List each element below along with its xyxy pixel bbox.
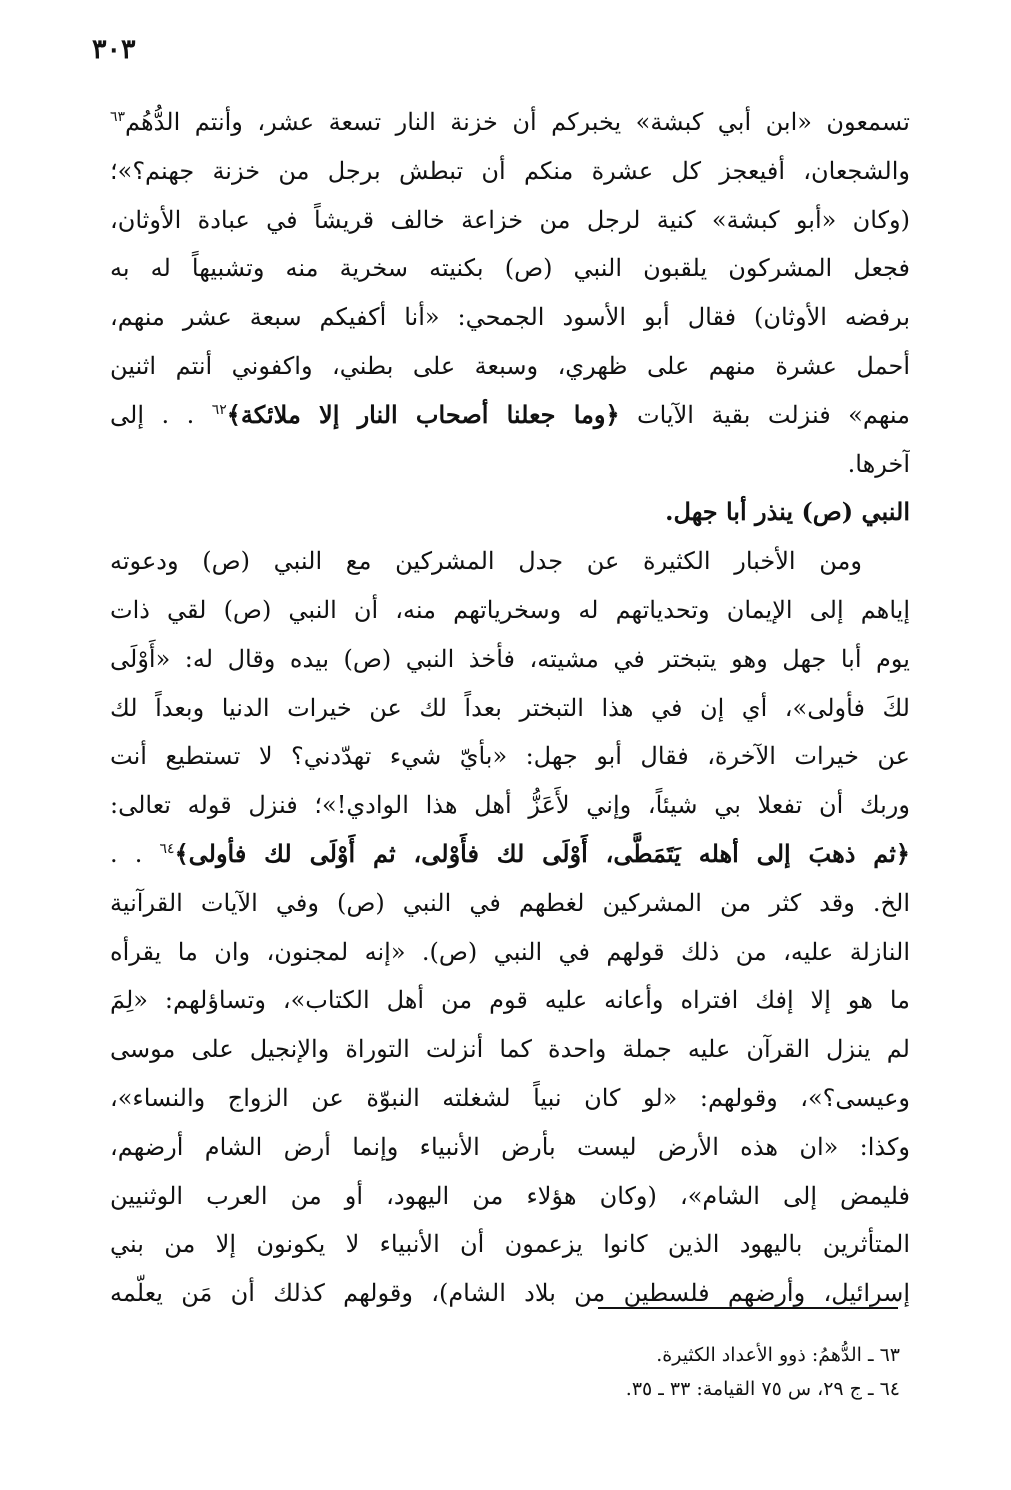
page-number: ٣٠٣ bbox=[92, 34, 136, 65]
quran-quote-2: ﴿ثم ذهبَ إلى أهله يَتَمَطَّى، أَوْلَى لك فأَوْلى، ثم أَوْلَى لك فأولى﴾ bbox=[174, 838, 910, 868]
text-line-19: وعيسى؟»، وقولهم: «لو كان نبياً لشغلته النبوّة عن الزواج والنساء»، bbox=[110, 1083, 910, 1112]
text-line-11: يوم أبا جهل وهو يتبختر في مشيته، فأخذ النبي (ص) بيده وقال له: «أَوْلَى bbox=[110, 644, 910, 673]
main-text bbox=[110, 98, 910, 1318]
text-line-6: أحمل عشرة منهم على ظهري، وسبعة على بطني، واكفوني أنتم اثنين bbox=[110, 351, 910, 380]
text-line-5: برفضه الأوثان) فقال أبو الأسود الجمحي: «أنا أكفيكم سبعة عشر منهم، bbox=[110, 303, 910, 332]
section-heading: النبي (ص) ينذر أبا جهل. bbox=[665, 497, 910, 527]
text-line-12: لكَ فأولى»، أي إن في هذا التبختر بعداً لك عن خيرات الدنيا وبعداً لك bbox=[110, 693, 910, 722]
quran-quote-1: ﴿وما جعلنا أصحاب النار إلا ملائكة﴾ bbox=[226, 399, 620, 429]
text-line-23: إسرائيل، وأرضهم فلسطين من بلاد الشام)، وقولهم كذلك أن مَن يعلّمه bbox=[110, 1279, 910, 1308]
footnote-64: ٦٤ ـ ج ٢٩، س ٧٥ القيامة: ٣٣ ـ ٣٥. bbox=[625, 1378, 900, 1400]
text-line-9: ومن الأخبار الكثيرة عن جدل المشركين مع النبي (ص) ودعوته bbox=[110, 547, 862, 576]
text-line-1: تسمعون «ابن أبي كبشة» يخبركم أن خزنة النار تسعة عشر، وأنتم الدُّهُم$^{٦٣}$ bbox=[110, 108, 910, 136]
footnote-ref-62: ٦٢ bbox=[211, 401, 227, 418]
text-line-22: المتأثرين باليهود الذين كانوا يزعمون أن الأنبياء لا يكونون إلا من بني bbox=[110, 1230, 910, 1259]
footnote-separator bbox=[598, 1307, 898, 1309]
text-line-3: (وكان «أبو كبشة» كنية لرجل من خزاعة خالف قريشاً في عبادة الأوثان، bbox=[110, 205, 910, 234]
footnote-ref-64: ٦٤ bbox=[159, 840, 175, 857]
footnotes bbox=[520, 1338, 900, 1406]
text-line-14: وربك أن تفعلا بي شيئاً، وإني لأَعَزُّ أهل هذا الوادي!»؛ فنزل قوله تعالى: bbox=[110, 791, 910, 820]
text-line-18: لم ينزل القرآن عليه جملة واحدة كما أنزلت التوراة والإنجيل على موسى bbox=[110, 1035, 910, 1064]
text-line-2: والشجعان، أفيعجز كل عشرة منكم أن تبطش برجل من خزنة جهنم؟»؛ bbox=[110, 156, 910, 185]
text-line-7: منهم» فنزلت بقية الآيات ﴿وما جعلنا أصحاب النار إلا ملائكة﴾$^{٦٢}$ . . إلى bbox=[110, 399, 910, 429]
text-line-21: فليمض إلى الشام»، (وكان هؤلاء من اليهود، أو من العرب الوثنيين bbox=[110, 1181, 910, 1210]
text-line-17: ما هو إلا إفك افتراه وأعانه عليه قوم من أهل الكتاب»، وتساؤلهم: «لِمَ bbox=[110, 986, 910, 1015]
footnote-63: ٦٣ ـ الدُّهمُ: ذوو الأعداد الكثيرة. bbox=[656, 1344, 900, 1366]
quran-quote-line: ﴿ثم ذهبَ إلى أهله يَتَمَطَّى، أَوْلَى لك فأَوْلى، ثم أَوْلَى لك فأولى﴾$^{٦٤}$ . . bbox=[110, 838, 910, 868]
footnote-ref-63: ٦٣ bbox=[110, 109, 126, 125]
text-line-15: الخ. وقد كثر من المشركين لغطهم في النبي (ص) وفي الآيات القرآنية bbox=[110, 888, 910, 917]
text-line-10: إياهم إلى الإيمان وتحدياتهم له وسخرياتهم منه، أن النبي (ص) لقي ذات bbox=[110, 595, 910, 624]
text-line-13: عن خيرات الآخرة، فقال أبو جهل: «بأيّ شيء تهدّدني؟ لا تستطيع أنت bbox=[110, 742, 910, 771]
text-line-20: وكذا: «ان هذه الأرض ليست بأرض الأنبياء وإنما أرض الشام أرضهم، bbox=[110, 1132, 910, 1161]
text-line-4: فجعل المشركون يلقبون النبي (ص) بكنيته سخرية منه وتشبيهاً له به bbox=[110, 254, 910, 283]
text-line-8: آخرها. bbox=[847, 449, 910, 478]
text-line-16: النازلة عليه، من ذلك قولهم في النبي (ص). «إنه لمجنون، وان ما يقرأه bbox=[110, 937, 910, 966]
